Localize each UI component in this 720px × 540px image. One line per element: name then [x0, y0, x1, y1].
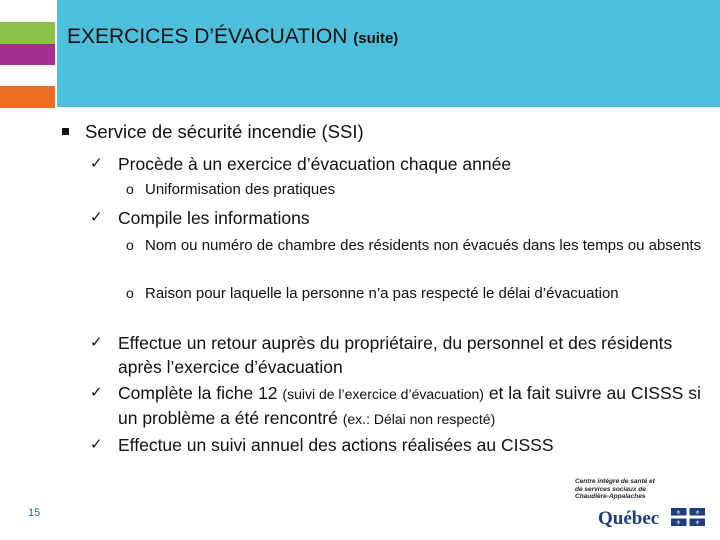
page-title-suffix: (suite): [353, 30, 399, 47]
quebec-flag-icon: [671, 508, 705, 526]
list-item-text: Procède à un exercice d’évacuation chaque année: [118, 154, 512, 174]
checkmark-icon: ✓: [90, 155, 103, 172]
list-item-text: Effectue un retour auprès du propriétaire, du personnel et des résidents après l’exercice d’évacuation: [118, 333, 673, 377]
section-heading: [62, 121, 364, 143]
list-item-text: Compile les informations: [118, 208, 310, 228]
list-item: [90, 206, 710, 230]
section-heading-text: Service de sécurité incendie (SSI): [85, 121, 364, 142]
list-item-text: Complète la fiche 12 (suivi de l’exercice d’évacuation) et la fait suivre au CISSS si un problème a été rencontré (ex.: Délai non respecté): [118, 383, 701, 428]
sub-list-item: [126, 236, 706, 256]
page-title-main: EXERCICES D’ÉVACUATION: [67, 25, 348, 48]
svg-text:⚜: ⚜: [675, 509, 682, 517]
sub-list-item: [126, 180, 706, 200]
org-logo-text: Centre intégré de santé et de services sociaux de Chaudière-Appalaches: [575, 478, 655, 500]
svg-text:⚜: ⚜: [675, 519, 682, 526]
square-bullet-icon: [62, 128, 69, 135]
checkmark-icon: ✓: [90, 384, 103, 401]
circle-bullet-icon: o: [126, 285, 134, 301]
checkmark-icon: ✓: [90, 334, 103, 351]
circle-bullet-icon: o: [126, 237, 134, 253]
circle-bullet-icon: o: [126, 181, 134, 197]
list-item: [90, 331, 710, 379]
sub-list-item-text: Raison pour laquelle la personne n’a pas respecté le délai d’évacuation: [145, 285, 619, 302]
list-item-text: Effectue un suivi annuel des actions réalisées au CISSS: [118, 435, 554, 455]
page-number: 15: [28, 507, 41, 519]
svg-text:⚜: ⚜: [694, 509, 701, 517]
sub-list-item-text: Nom ou numéro de chambre des résidents non évacués dans les temps ou absents: [145, 237, 702, 254]
quebec-wordmark: Québec: [598, 508, 660, 529]
sub-list-item-text: Uniformisation des pratiques: [145, 181, 336, 198]
list-item: [90, 433, 710, 457]
checkmark-icon: ✓: [90, 209, 103, 226]
sub-list-item: [126, 284, 706, 304]
svg-text:⚜: ⚜: [694, 519, 701, 526]
list-item: [90, 152, 710, 176]
checkmark-icon: ✓: [90, 436, 103, 453]
list-item: [90, 381, 710, 431]
